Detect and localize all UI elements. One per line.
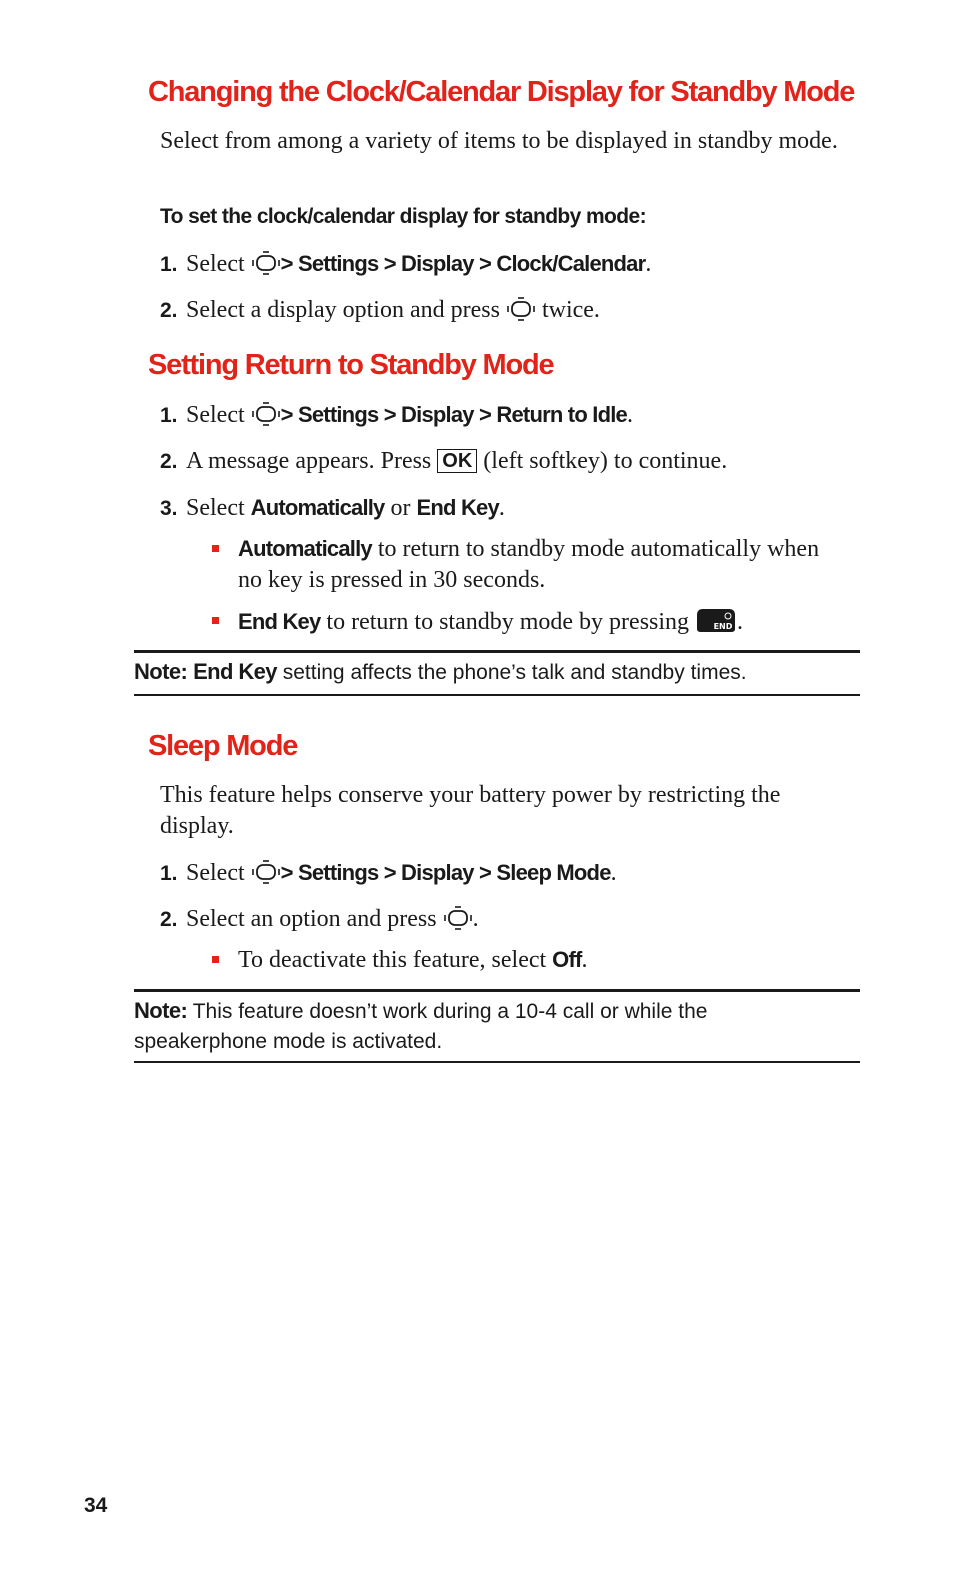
step-3-return bbox=[160, 492, 860, 524]
bullet-term: Automatically bbox=[238, 536, 372, 561]
note-term: End Key bbox=[193, 659, 277, 684]
step-2-clock bbox=[160, 295, 860, 326]
option-end-key: End Key bbox=[416, 495, 499, 520]
bullet-marker bbox=[212, 617, 219, 624]
bullet-text: to return to standby mode by pressing bbox=[326, 609, 690, 635]
step-text: Select a display option and press bbox=[186, 297, 500, 323]
bullet-term: Off bbox=[552, 947, 582, 972]
nav-key-icon bbox=[251, 251, 281, 275]
heading-return-standby: Setting Return to Standby Mode bbox=[148, 349, 554, 381]
bullet-automatically bbox=[238, 533, 838, 596]
option-automatically: Automatically bbox=[250, 495, 385, 520]
heading-sleep-mode: Sleep Mode bbox=[148, 730, 298, 762]
nav-key-icon bbox=[506, 297, 536, 321]
step-number: 2. bbox=[160, 908, 178, 931]
intro-sleep-mode: This feature helps conserve your battery power by restricting the display. bbox=[160, 782, 781, 839]
menu-path: > Settings > Display > Return to Idle bbox=[280, 402, 627, 427]
step-2-return bbox=[160, 446, 860, 477]
step-2-sleep bbox=[160, 904, 860, 935]
step-text: Select an option and press bbox=[186, 906, 437, 932]
step-number: 1. bbox=[160, 253, 178, 276]
step-text: Select bbox=[186, 251, 245, 277]
bullet-end-key bbox=[238, 605, 838, 642]
step-end: . bbox=[610, 860, 617, 886]
step-end: . bbox=[645, 251, 652, 277]
note-label: Note: bbox=[134, 659, 188, 684]
bullet-deactivate bbox=[238, 944, 838, 976]
bullet-term: End Key bbox=[238, 609, 321, 634]
step-end: . bbox=[472, 906, 479, 932]
svg-text:END: END bbox=[713, 622, 733, 631]
bullet-marker bbox=[212, 545, 219, 552]
nav-key-icon bbox=[443, 906, 473, 930]
note-sleep-mode bbox=[134, 989, 860, 1063]
menu-path: > Settings > Display > Sleep Mode bbox=[280, 860, 611, 885]
step-text: (left softkey) to continue. bbox=[483, 448, 728, 474]
step-1-sleep bbox=[160, 857, 860, 889]
procedure-title: To set the clock/calendar display for standby mode: bbox=[160, 205, 646, 228]
step-1-return bbox=[160, 399, 860, 431]
page-number: 34 bbox=[84, 1494, 108, 1517]
menu-path: > Settings > Display > Clock/Calendar bbox=[280, 251, 646, 276]
bullet-end: . bbox=[581, 947, 588, 973]
nav-key-icon bbox=[251, 402, 281, 426]
step-text: or bbox=[390, 495, 411, 521]
step-number: 1. bbox=[160, 862, 178, 885]
step-number: 2. bbox=[160, 299, 178, 322]
step-text: A message appears. Press bbox=[186, 448, 432, 474]
note-text-line1: This feature doesn’t work during a 10-4 call or while the bbox=[192, 1000, 708, 1023]
bullet-text: to return to standby mode automatically when no key is pressed in 30 seconds. bbox=[238, 536, 820, 593]
step-number: 2. bbox=[160, 450, 178, 473]
end-key-icon bbox=[695, 605, 737, 642]
note-end-key bbox=[134, 650, 860, 696]
step-text: Select bbox=[186, 402, 245, 428]
step-number: 3. bbox=[160, 497, 178, 520]
bullet-end: . bbox=[737, 609, 744, 635]
step-text: Select bbox=[186, 860, 245, 886]
step-1-clock bbox=[160, 248, 860, 280]
step-end: . bbox=[498, 495, 505, 521]
step-end: . bbox=[626, 402, 633, 428]
step-text: twice. bbox=[541, 297, 600, 323]
nav-key-icon bbox=[251, 860, 281, 884]
note-text: setting affects the phone’s talk and standby times. bbox=[282, 661, 747, 684]
bullet-text: To deactivate this feature, select bbox=[238, 947, 547, 973]
note-text-line2: speakerphone mode is activated. bbox=[134, 1030, 443, 1053]
heading-clock-calendar: Changing the Clock/Calendar Display for Standby Mode bbox=[148, 76, 855, 108]
ok-key-icon: OK bbox=[437, 449, 477, 473]
intro-clock-calendar: Select from among a variety of items to be displayed in standby mode. bbox=[160, 128, 838, 154]
note-label: Note: bbox=[134, 998, 188, 1023]
step-number: 1. bbox=[160, 404, 178, 427]
step-text: Select bbox=[186, 495, 245, 521]
bullet-marker bbox=[212, 956, 219, 963]
